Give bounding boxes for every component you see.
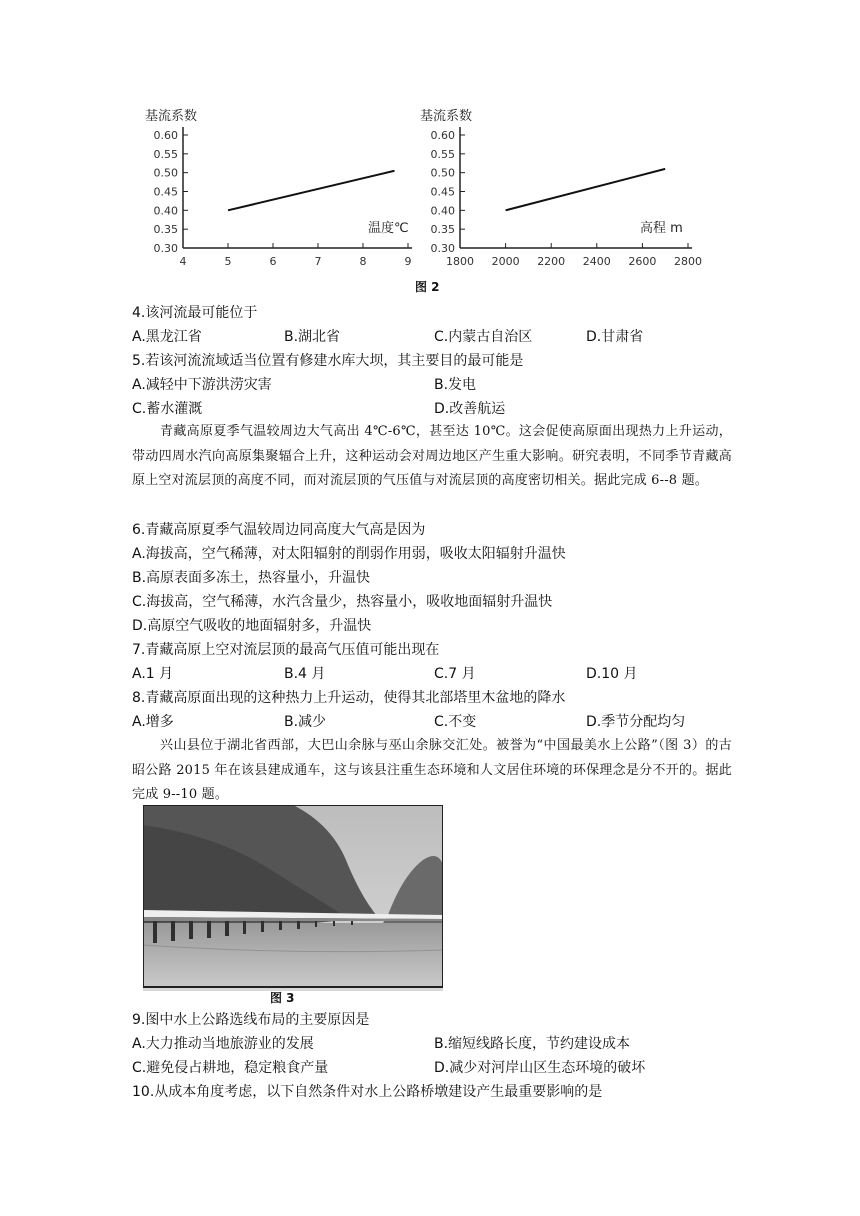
q7-option-b[interactable]: B.4 月 [284,666,326,682]
q4-option-a[interactable]: A.黑龙江省 [132,329,202,345]
y-tick-label: 0.60 [153,129,178,142]
x-tick-label: 8 [359,255,367,268]
q8-option-a[interactable]: A.增多 [132,714,174,730]
q5-option-a[interactable]: A.减轻中下游洪涝灾害 [132,377,272,393]
q6-option-d[interactable]: D.高原空气吸收的地面辐射多，升温快 [132,618,372,634]
y-tick-label: 0.40 [153,204,178,218]
y-tick-label: 0.45 [430,185,455,199]
x-tick-label: 2400 [582,255,611,268]
q8-stem: 8.青藏高原面出现的这种热力上升运动，使得其北部塔里木盆地的降水 [132,690,566,706]
q5-stem: 5.若该河流流域适当位置有修建水库大坝，其主要目的最可能是 [132,353,524,369]
q6-option-b[interactable]: B.高原表面多冻土，热容量小，升温快 [132,570,371,586]
passage-xingshan [132,734,732,808]
series-line [228,171,395,211]
figure-3-photo [143,805,443,991]
q10-stem: 10.从成本角度考虑，以下自然条件对水上公路桥墩建设产生最重要影响的是 [132,1084,603,1100]
q9-option-d[interactable]: D.减少对河岸山区生态环境的破坏 [434,1060,646,1076]
y-tick-label: 0.35 [430,223,455,237]
y-tick-label: 0.35 [153,223,178,237]
q8-option-b[interactable]: B.减少 [284,714,327,730]
x-tick-label: 2600 [628,255,657,268]
q8-option-c[interactable]: C.不变 [434,714,477,730]
q4-stem: 4.该河流最可能位于 [132,305,258,321]
x-axis-label: 温度℃ [368,221,409,236]
q7-option-a[interactable]: A.1 月 [132,666,174,682]
figure-3-caption: 图 3 [270,991,295,1005]
passage-1-text: 青藏高原夏季气温较周边大气高出 4℃-6℃，甚至达 10℃。这会促使高原面出现热力上升运动，带动四周水汽向高原集聚辐合上升，这种运动会对周边地区产生重大影响。研究表明，不同季节青藏高原上空对流层顶的高度不同，而对流层顶的气压值与对流层顶的高度密切相关。据此完成 6--8 题。 [132,424,732,488]
q7-option-c[interactable]: C.7 月 [434,666,476,682]
x-tick-label: 6 [269,255,277,268]
y-axis-label: 基流系数 [145,109,198,124]
y-tick-label: 0.50 [153,166,178,180]
q9-option-c[interactable]: C.避免侵占耕地，稳定粮食产量 [132,1060,329,1076]
y-tick-label: 0.30 [153,242,178,255]
y-tick-label: 0.55 [153,147,178,161]
q4-option-b[interactable]: B.湖北省 [284,329,341,345]
x-tick-label: 2000 [491,255,520,268]
q6-option-a[interactable]: A.海拔高，空气稀薄，对太阳辐射的削弱作用弱，吸收太阳辐射升温快 [132,546,566,562]
q9-option-a[interactable]: A.大力推动当地旅游业的发展 [132,1036,314,1052]
q9-stem: 9.图中水上公路选线布局的主要原因是 [132,1012,370,1028]
y-tick-label: 0.60 [430,129,455,142]
q7-option-d[interactable]: D.10 月 [586,666,638,682]
q6-option-c[interactable]: C.海拔高，空气稀薄，水汽含量少，热容量小，吸收地面辐射升温快 [132,594,553,610]
series-line [506,169,666,210]
x-tick-label: 4 [179,255,187,268]
q5-option-c[interactable]: C.蓄水灌溉 [132,401,203,417]
y-tick-label: 0.55 [430,147,455,161]
q9-option-b[interactable]: B.缩短线路长度，节约建设成本 [434,1036,631,1052]
chart-elevation [420,108,702,268]
x-tick-label: 7 [314,255,322,268]
q7-stem: 7.青藏高原上空对流层顶的最高气压值可能出现在 [132,642,440,658]
y-axis-label: 基流系数 [420,109,473,124]
x-tick-label: 2800 [674,255,702,268]
x-tick-label: 9 [404,255,412,268]
figure-2-charts [0,0,860,300]
q5-option-b[interactable]: B.发电 [434,377,477,393]
chart-temperature [145,108,412,268]
y-tick-label: 0.40 [430,204,455,218]
x-tick-label: 5 [224,255,232,268]
y-tick-label: 0.45 [153,185,178,199]
passage-2-text: 兴山县位于湖北省西部，大巴山余脉与巫山余脉交汇处。被誉为“中国最美水上公路”（图 3）的古昭公路 2015 年在该县建成通车，这与该县注重生态环境和人文居住环境的环保理念是分不开的。据此完成 9--10 题。 [132,738,732,802]
x-tick-label: 2200 [537,255,566,268]
x-tick-label: 1800 [446,255,474,268]
x-axis-label: 高程 m [640,221,683,236]
q6-stem: 6.青藏高原夏季气温较周边同高度大气高是因为 [132,522,426,538]
q4-option-c[interactable]: C.内蒙古自治区 [434,329,533,345]
y-tick-label: 0.30 [430,242,455,255]
y-tick-label: 0.50 [430,166,455,180]
q4-option-d[interactable]: D.甘肃省 [586,329,644,345]
passage-tibetan-plateau [132,420,732,494]
q8-option-d[interactable]: D.季节分配均匀 [586,714,686,730]
figure-2-caption: 图 2 [415,280,440,294]
q5-option-d[interactable]: D.改善航运 [434,401,506,417]
